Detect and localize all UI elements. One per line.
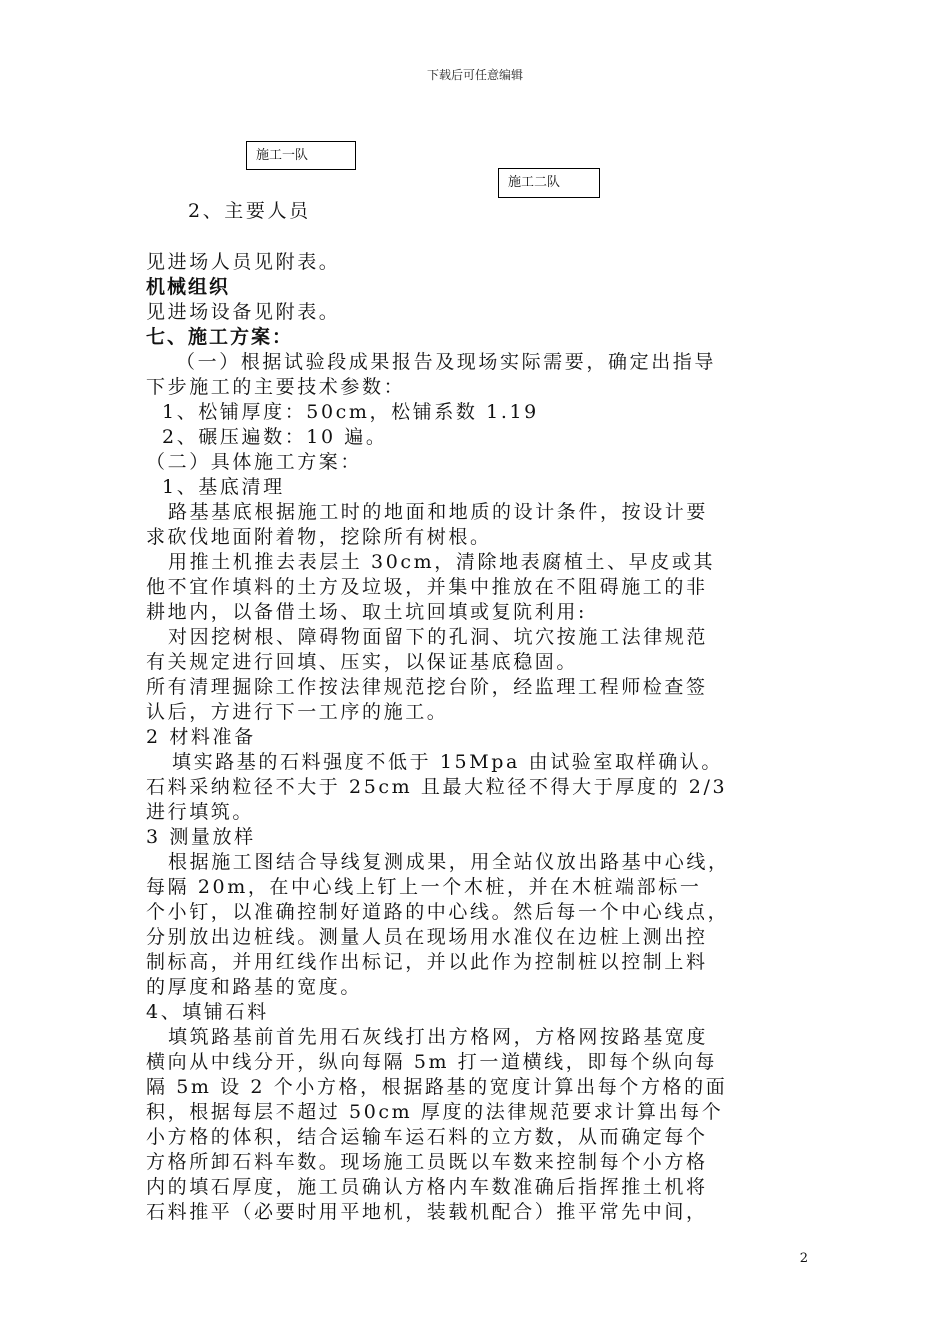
body-line: 石料采纳粒径不大于 25cm 且最大粒径不得大于厚度的 2/3 [146,776,728,798]
body-line: 分别放出边桩线。测量人员在现场用水准仪在边桩上测出控 [146,926,708,948]
body-line: 见进场设备见附表。 [146,301,341,323]
subsection-heading: 1、基底清理 [162,476,285,498]
subsection-heading: 4、填铺石料 [146,1001,269,1023]
body-line: 的厚度和路基的宽度。 [146,976,363,998]
body-line: 路基基底根据施工时的地面和地质的设计条件，按设计要 [168,501,709,523]
body-line: 每隔 20m，在中心线上钉上一个木桩，并在木桩端部标一 [146,876,702,898]
subsection-heading: （二）具体施工方案： [146,451,363,473]
body-line: 耕地内，以备借土场、取土坑回填或复阬利用: [146,601,588,623]
body-line: 方格所卸石料车数。现场施工员既以车数来控制每个小方格 [146,1151,708,1173]
body-line: 石料推平（必要时用平地机，装载机配合）推平常先中间， [146,1201,708,1223]
body-line: 制标高，并用红线作出标记，并以此作为控制桩以控制上料 [146,951,708,973]
body-line: 1、松铺厚度：50cm，松铺系数 1.19 [162,401,539,423]
page-header: 下载后可任意编辑 [426,68,523,82]
body-line: 根据施工图结合导线复测成果，用全站仪放出路基中心线， [168,851,730,873]
body-line: 求砍伐地面附着物，挖除所有树根。 [146,526,492,548]
body-line: 进行填筑。 [146,801,255,823]
body-line: 对因挖树根、障碍物面留下的孔洞、坑穴按施工法律规范 [168,626,709,648]
page-number: 2 [799,1251,808,1266]
section-heading-machinery: 机械组织 [146,276,231,298]
body-line: 横向从中线分开，纵向每隔 5m 打一道横线，即每个纵向每 [146,1051,717,1073]
body-line: 用推土机推去表层土 30cm，清除地表腐植土、早皮或其 [168,551,716,573]
body-line: 他不宜作填料的土方及垃圾，并集中推放在不阻碍施工的非 [146,576,708,598]
body-line: 见进场人员见附表。 [146,251,341,273]
org-box-team-1: 施工一队 [246,141,356,170]
subsection-heading: 2 材料准备 [146,726,256,748]
body-line: 填筑路基前首先用石灰线打出方格网，方格网按路基宽度 [168,1026,709,1048]
body-line: 认后，方进行下一工序的施工。 [146,701,449,723]
section-heading-main-personnel: 2、主要人员 [188,200,311,222]
body-line: 填实路基的石料强度不低于 15Mpa 由试验室取样确认。 [172,751,724,773]
body-line: 2、碾压遍数：10 遍。 [162,426,388,448]
subsection-heading: 3 测量放样 [146,826,256,848]
body-line: 下步施工的主要技术参数： [146,376,406,398]
body-line: （一）根据试验段成果报告及现场实际需要，确定出指导 [176,351,717,373]
section-heading-construction-plan: 七、施工方案： [146,326,294,348]
body-line: 所有清理掘除工作按法律规范挖台阶，经监理工程师检查签 [146,676,708,698]
org-box-team-2: 施工二队 [498,168,600,198]
body-line: 隔 5m 设 2 个小方格，根据路基的宽度计算出每个方格的面 [146,1076,728,1098]
body-line: 积，根据每层不超过 50cm 厚度的法律规范要求计算出每个 [146,1101,724,1123]
body-line: 内的填石厚度，施工员确认方格内车数准确后指挥推土机将 [146,1176,708,1198]
body-line: 有关规定进行回填、压实，以保证基底稳固。 [146,651,579,673]
body-line: 小方格的体积，结合运输车运石料的立方数，从而确定每个 [146,1126,708,1148]
body-line: 个小钉，以准确控制好道路的中心线。然后每一个中心线点， [146,901,730,923]
